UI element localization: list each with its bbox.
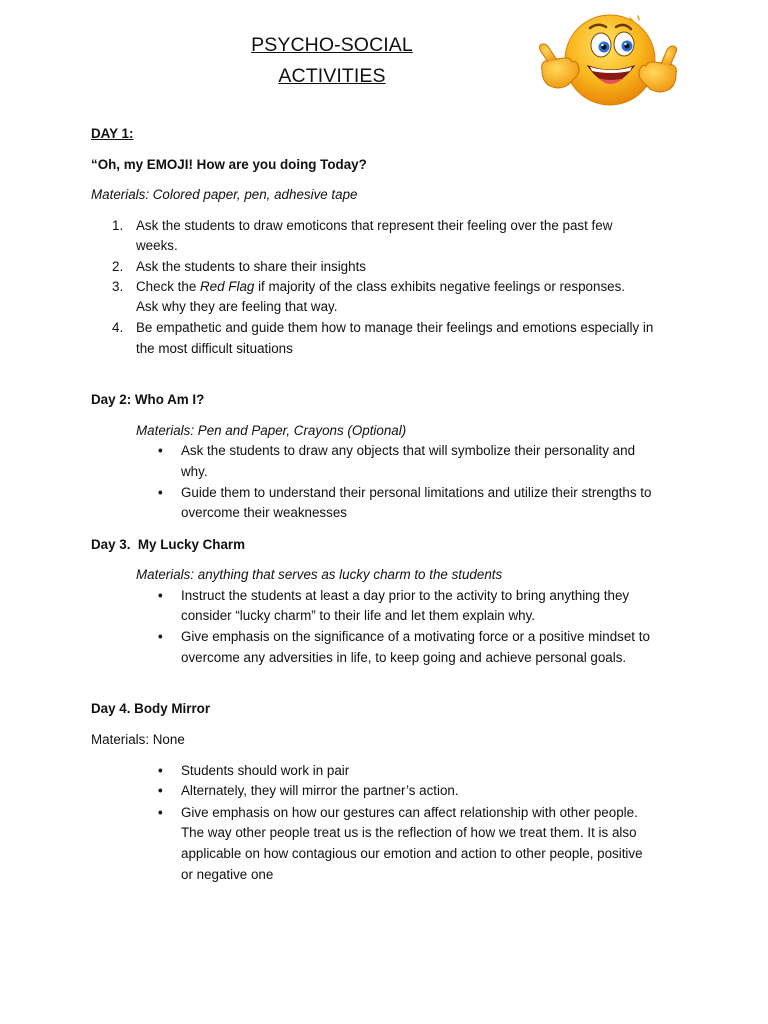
day1-item-1-number: 1. [112, 218, 124, 233]
day1-item-3-post: if majority of the class exhibits negative feelings or responses. [254, 279, 626, 294]
bullet-icon: • [158, 588, 163, 603]
bullet-icon: • [158, 485, 163, 500]
day1-item-3-pre: Check the [136, 279, 201, 294]
smiley-face-emoji-icon [538, 14, 680, 110]
day3-heading: Day 3. My Lucky Charm [91, 537, 246, 552]
day1-item-2-number: 2. [112, 259, 124, 274]
day1-item-1-line2: weeks. [136, 238, 178, 253]
day1-item-3-line2: Ask why they are feeling that way. [136, 299, 338, 314]
day1-heading: DAY 1: [91, 126, 134, 141]
day2-bullet-1-line1: Ask the students to draw any objects that will symbolize their personality and [181, 443, 636, 458]
day1-materials: Materials: Colored paper, pen, adhesive tape [91, 187, 358, 202]
day2-materials: Materials: Pen and Paper, Crayons (Optional) [136, 423, 407, 438]
day4-materials: Materials: None [91, 732, 185, 747]
day1-item-4-line2: the most difficult situations [136, 341, 293, 356]
day4-bullet-3-line4: or negative one [181, 867, 274, 882]
day3-bullet-1-line2: consider “lucky charm” to their life and let them explain why. [181, 608, 536, 623]
day2-bullet-2-line2: overcome their weaknesses [181, 505, 347, 520]
day1-item-4-line1: Be empathetic and guide them how to manage their feelings and emotions especially in [136, 320, 654, 335]
day1-item-1-line1: Ask the students to draw emoticons that represent their feeling over the past few [136, 218, 613, 233]
day1-item-2-line1: Ask the students to share their insights [136, 259, 366, 274]
doc-title-line1: PSYCHO-SOCIAL [251, 34, 413, 56]
day4-bullet-2-line1: Alternately, they will mirror the partner’s action. [181, 783, 459, 798]
day3-bullet-2-line2: overcome any adversities in life, to keep going and achieve personal goals. [181, 650, 627, 665]
day1-item-3-number: 3. [112, 279, 124, 294]
day4-bullet-3-line2: The way other people treat us is the reflection of how we treat them. It is also [181, 825, 637, 840]
red-flag-term: Red Flag [200, 279, 255, 294]
day2-heading: Day 2: Who Am I? [91, 392, 205, 407]
bullet-icon: • [158, 443, 163, 458]
bullet-icon: • [158, 805, 163, 820]
day4-bullet-3-line1: Give emphasis on how our gestures can affect relationship with other people. [181, 805, 638, 820]
day3-materials: Materials: anything that serves as lucky charm to the students [136, 567, 503, 582]
day3-bullet-2-line1: Give emphasis on the significance of a motivating force or a positive mindset to [181, 629, 650, 644]
day1-item-3-line1 [136, 277, 625, 298]
day4-bullet-3-line3: applicable on how contagious our emotion and action to other people, positive [181, 846, 643, 861]
day1-subtitle: “Oh, my EMOJI! How are you doing Today? [91, 157, 367, 172]
day4-heading: Day 4. Body Mirror [91, 701, 211, 716]
bullet-icon: • [158, 783, 163, 798]
bullet-icon: • [158, 629, 163, 644]
day2-bullet-2-line1: Guide them to understand their personal limitations and utilize their strengths to [181, 485, 652, 500]
day3-bullet-1-line1: Instruct the students at least a day prior to the activity to bring anything they [181, 588, 630, 603]
day1-item-4-number: 4. [112, 320, 124, 335]
day2-bullet-1-line2: why. [181, 464, 208, 479]
doc-title-line2: ACTIVITIES [278, 65, 386, 87]
bullet-icon: • [158, 763, 163, 778]
day4-bullet-1-line1: Students should work in pair [181, 763, 350, 778]
